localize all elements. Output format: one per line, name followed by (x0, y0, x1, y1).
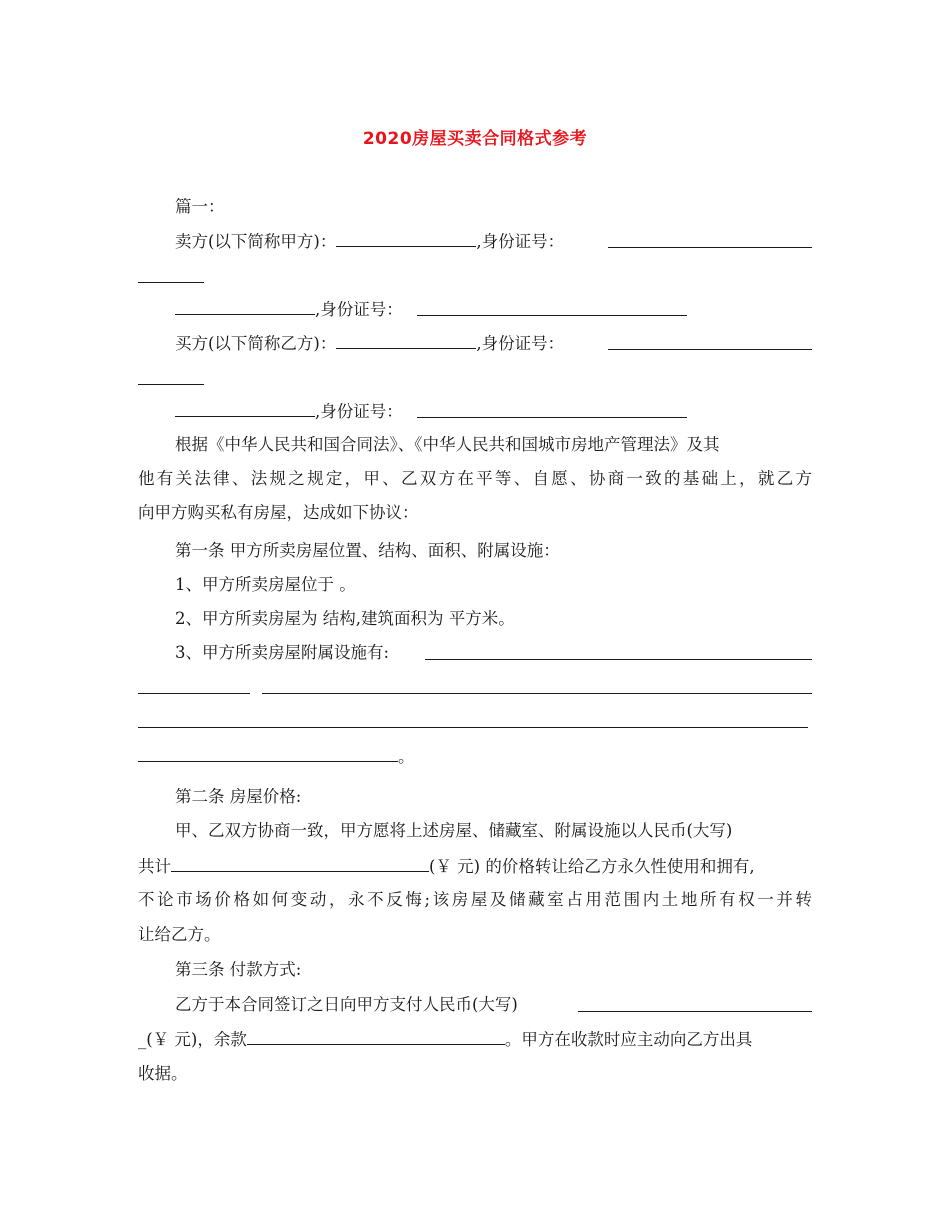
seller-id-label: ,身份证号： (476, 232, 565, 251)
total-price-blank (171, 855, 429, 872)
article3-line1: 乙方于本合同签订之日向甲方支付人民币(大写) (175, 995, 518, 1014)
article3-line3: 收据。 (138, 1064, 188, 1083)
article2-total-label: 共计 (138, 857, 171, 876)
seller-id-blank (608, 247, 812, 248)
buyer-second-id-label: ,身份证号： (315, 402, 403, 421)
article2-line1: 甲、乙双方协商一致，甲方愿将上述房屋、储藏室、附属设施以人民币(大写) (175, 821, 733, 840)
seller-line (175, 230, 564, 253)
facilities-blank-4 (138, 761, 398, 762)
section-label: 篇一： (175, 197, 225, 216)
article1-item2: 2、甲方所卖房屋为 结构,建筑面积为 平方米。 (175, 609, 515, 628)
article1-item3: 3、甲方所卖房屋附属设施有: (175, 643, 390, 662)
buyer-id-blank (608, 349, 812, 350)
first-payment-blank (578, 1011, 812, 1012)
facilities-blank-1 (425, 659, 812, 660)
seller-second-line (175, 298, 403, 321)
facilities-blank-2b (262, 693, 812, 694)
article1-end-mark: 。 (398, 747, 415, 766)
buyer-line (175, 332, 564, 355)
article1-heading: 第一条 甲方所卖房屋位置、结构、面积、附属设施： (175, 541, 560, 560)
facilities-blank-2a (138, 693, 250, 694)
buyer-second-line (175, 400, 403, 423)
seller-name-blank (336, 230, 476, 247)
article3-receipt-text: 。甲方在收款时应主动向乙方出具 (504, 1030, 753, 1049)
buyer-id-label: ,身份证号： (476, 334, 565, 353)
buyer-id-blank-continued (138, 384, 204, 385)
buyer-label: 买方(以下简称乙方)： (175, 334, 337, 353)
seller-second-id-label: ,身份证号： (315, 300, 403, 319)
article3-heading: 第三条 付款方式: (175, 960, 302, 979)
seller-second-name-blank (175, 298, 315, 315)
article2-line4: 让给乙方。 (138, 925, 221, 944)
article1-item1: 1、甲方所卖房屋位于 。 (175, 575, 356, 594)
article3-line2 (138, 1028, 752, 1051)
article2-line3: 不论市场价格如何变动，永不反悔;该房屋及储藏室占用范围内土地所有权一并转 (138, 890, 812, 909)
buyer-second-id-blank (417, 417, 687, 418)
basis-paragraph-line1: 根据《中华人民共和国合同法》、《中华人民共和国城市房地产管理法》及其 (175, 435, 720, 454)
article3-balance-label: _(￥ 元)，余款 (138, 1030, 247, 1049)
seller-id-blank-continued (138, 282, 204, 283)
basis-paragraph-line2: 他有关法律、法规之规定，甲、乙双方在平等、自愿、协商一致的基础上，就乙方 (138, 469, 812, 488)
balance-blank (247, 1028, 505, 1045)
seller-second-id-blank (417, 315, 687, 316)
basis-paragraph-line3: 向甲方购买私有房屋，达成如下协议： (138, 503, 419, 522)
article2-line2 (138, 855, 755, 878)
buyer-name-blank (336, 332, 476, 349)
facilities-blank-3 (138, 727, 808, 728)
article2-heading: 第二条 房屋价格: (175, 787, 302, 806)
seller-label: 卖方(以下简称甲方)： (175, 232, 337, 251)
document-title: 2020房屋买卖合同格式参考 (362, 129, 588, 149)
buyer-second-name-blank (175, 400, 315, 417)
article2-price-text: (￥ 元) 的价格转让给乙方永久性使用和拥有, (429, 857, 755, 876)
